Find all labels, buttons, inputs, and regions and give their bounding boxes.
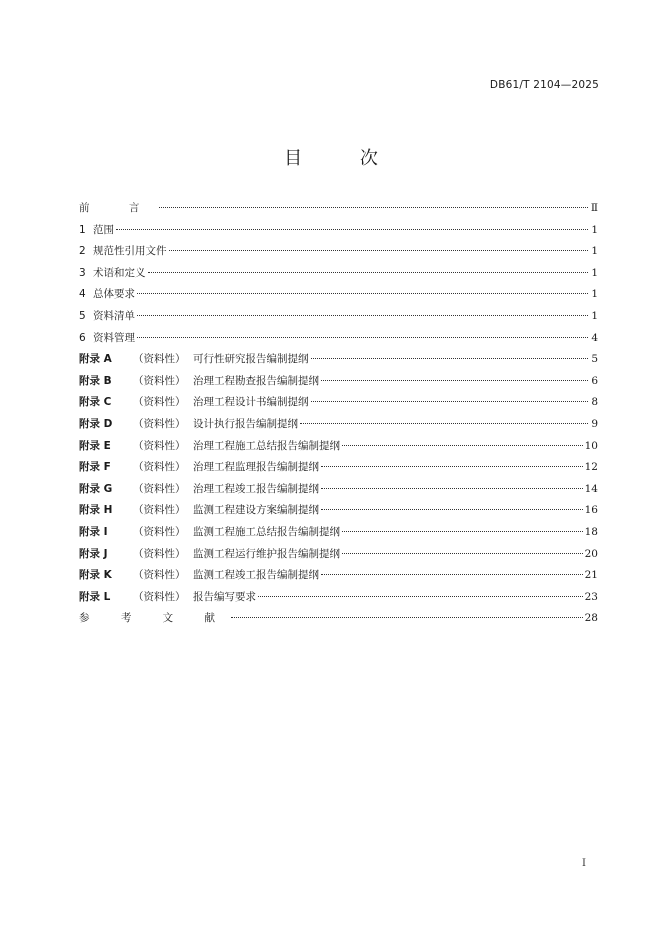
appendix-number: 附录 H [79,504,113,517]
section-number: 6 [79,331,86,344]
appendix-type: （资料性） [133,353,186,366]
appendix-number: 附录 E [79,439,111,452]
toc-entry-appendix[interactable] [79,479,598,501]
dot-leader [342,553,583,554]
toc-page-number: 1 [591,266,598,279]
toc-entry-label: 治理工程勘查报告编制提纲 [193,374,319,387]
toc-page-number: 12 [584,461,598,474]
dot-leader [321,488,583,489]
toc-entry-label: 前 言 [79,202,158,214]
dot-leader [321,380,588,381]
appendix-type: （资料性） [133,482,186,495]
toc-page-number: 1 [591,223,598,236]
toc-entry-section[interactable] [79,220,598,242]
section-number: 3 [79,266,86,279]
toc-page-number: 9 [591,417,598,430]
dot-leader [231,617,583,618]
toc-entry-appendix[interactable] [79,457,598,479]
dot-leader [311,358,589,359]
toc-page-number: Ⅱ [590,202,598,214]
appendix-type: （资料性） [133,439,186,452]
toc-page-number: 1 [591,245,598,258]
appendix-number: 附录 D [79,417,113,430]
appendix-type: （资料性） [133,569,186,582]
appendix-number: 附录 K [79,569,112,582]
appendix-type: （资料性） [133,461,186,474]
toc-title: 目 次 [284,148,404,169]
appendix-number: 附录 A [79,353,112,366]
toc-entry-appendix[interactable] [79,565,598,587]
toc-entry-label: 监测工程运行维护报告编制提纲 [193,547,340,560]
toc-page-number: 20 [584,547,598,560]
section-number: 1 [79,223,86,236]
toc-entry-appendix[interactable] [79,414,598,436]
dot-leader [258,596,583,597]
toc-entry-label: 参 考 文 献 [79,612,230,625]
toc-page-number: 1 [591,288,598,301]
toc-entry-label: 规范性引用文件 [93,245,167,258]
toc-page-number: 16 [584,504,598,517]
toc-page-number: 4 [591,331,598,344]
dot-leader [137,337,588,338]
dot-leader [342,445,583,446]
appendix-type: （资料性） [133,504,186,517]
toc-entry-appendix[interactable] [79,544,598,566]
appendix-number: 附录 G [79,482,113,495]
dot-leader [169,250,589,251]
dot-leader [321,574,583,575]
section-number: 2 [79,245,86,258]
appendix-type: （资料性） [133,547,186,560]
appendix-number: 附录 L [79,590,111,603]
dot-leader [342,531,583,532]
toc-page-number: 28 [584,612,598,625]
appendix-number: 附录 J [79,547,108,560]
appendix-type: （资料性） [133,396,186,409]
toc-page-number: 23 [584,590,598,603]
toc-entry-appendix[interactable] [79,392,598,414]
toc-entry-label: 治理工程监理报告编制提纲 [193,461,319,474]
dot-leader [137,315,588,316]
dot-leader [137,293,588,294]
toc-page-number: 14 [584,482,598,495]
toc-entry-label: 范围 [93,223,114,236]
toc-entry-section[interactable] [79,263,598,285]
toc-entry-section[interactable] [79,306,598,328]
toc-page-number: 10 [584,439,598,452]
dot-leader [321,509,583,510]
toc-entry-foreword[interactable] [79,198,598,220]
toc-entry-section[interactable] [79,328,598,350]
toc-entry-label: 报告编写要求 [193,590,256,603]
appendix-number: 附录 F [79,461,111,474]
toc-entry-section[interactable] [79,241,598,263]
toc-entry-appendix[interactable] [79,371,598,393]
table-of-contents [79,198,598,630]
toc-page-number: 5 [591,353,598,366]
dot-leader [300,423,588,424]
toc-entry-appendix[interactable] [79,587,598,609]
toc-entry-label: 资料清单 [93,309,135,322]
toc-entry-label: 设计执行报告编制提纲 [193,417,298,430]
toc-page-number: 18 [584,525,598,538]
toc-entry-label: 治理工程设计书编制提纲 [193,396,309,409]
toc-page-number: 1 [591,309,598,322]
dot-leader [311,401,589,402]
dot-leader [159,207,588,208]
toc-entry-label: 监测工程施工总结报告编制提纲 [193,525,340,538]
toc-page-number: 21 [584,569,598,582]
footer-page-number: I [582,858,586,869]
appendix-type: （资料性） [133,374,186,387]
toc-entry-appendix[interactable] [79,522,598,544]
toc-entry-appendix[interactable] [79,436,598,458]
toc-entry-label: 监测工程竣工报告编制提纲 [193,569,319,582]
dot-leader [321,466,583,467]
appendix-number: 附录 I [79,525,108,538]
appendix-number: 附录 B [79,374,112,387]
appendix-type: （资料性） [133,590,186,603]
toc-entry-label: 可行性研究报告编制提纲 [193,353,309,366]
toc-entry-label: 监测工程建设方案编制提纲 [193,504,319,517]
dot-leader [116,229,588,230]
appendix-number: 附录 C [79,396,112,409]
section-number: 5 [79,309,86,322]
appendix-type: （资料性） [133,417,186,430]
toc-entry-section[interactable] [79,284,598,306]
toc-page-number: 8 [591,396,598,409]
section-number: 4 [79,288,86,301]
document-code: DB61/T 2104—2025 [489,79,599,91]
toc-entry-label: 治理工程竣工报告编制提纲 [193,482,319,495]
dot-leader [148,272,589,273]
toc-entry-appendix[interactable] [79,349,598,371]
appendix-type: （资料性） [133,525,186,538]
toc-entry-label: 资料管理 [93,331,135,344]
toc-entry-label: 总体要求 [93,288,135,301]
toc-entry-label: 术语和定义 [93,266,146,279]
toc-entry-references[interactable] [79,608,598,630]
toc-entry-label: 治理工程施工总结报告编制提纲 [193,439,340,452]
toc-entry-appendix[interactable] [79,500,598,522]
toc-page-number: 6 [591,374,598,387]
